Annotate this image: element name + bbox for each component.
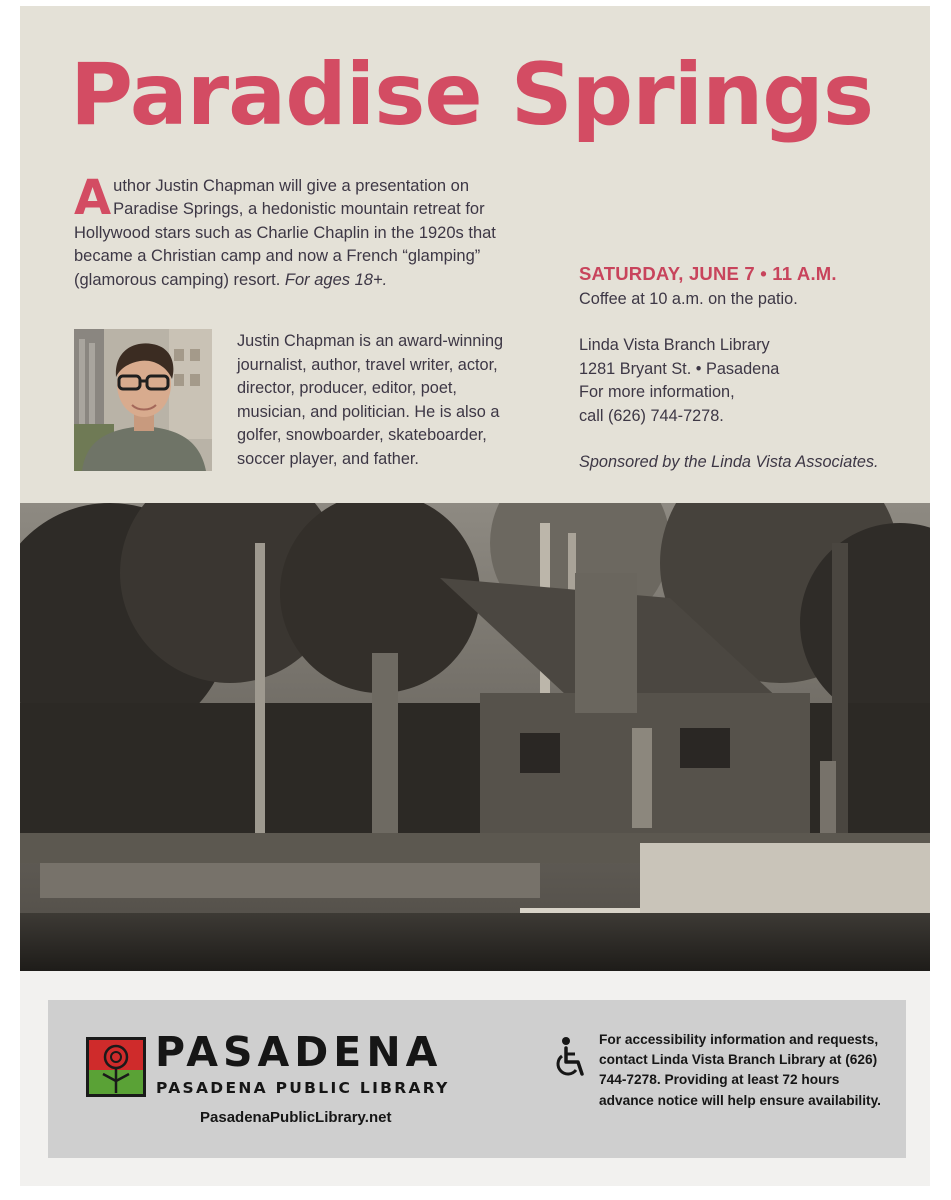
historic-cabin-photo	[20, 503, 930, 971]
age-restriction: For ages 18+.	[284, 270, 388, 289]
page-title: Paradise Springs	[70, 45, 874, 145]
speaker-bio: Justin Chapman is an award-winning journalist, author, travel writer, actor, director, producer, editor, poet, musician, and politician. He is also a golfer, snowboarder, skateboarder, soccer player, and father.	[237, 332, 504, 468]
event-details	[579, 263, 909, 474]
library-subtitle: PASADENA PUBLIC LIBRARY	[156, 1079, 450, 1097]
accessibility-info: For accessibility information and requests, contact Linda Vista Branch Library at (626) 744-7278. Providing at least 72 hours advance notice will help ensure availability.	[599, 1032, 881, 1108]
library-url[interactable]: PasadenaPublicLibrary.net	[200, 1109, 392, 1126]
venue-address: 1281 Bryant St. • Pasadena	[579, 359, 780, 378]
event-datetime: SATURDAY, JUNE 7 • 11 A.M.	[579, 263, 837, 284]
intro-text: uthor Justin Chapman will give a presentation on Paradise Springs, a hedonistic mountain retreat for Hollywood stars such as Charlie Chaplin in the 1920s that became a Christian camp and now a French “glamping” (glamorous camping) resort.	[74, 177, 496, 289]
footer-banner	[48, 1000, 906, 1158]
venue-name: Linda Vista Branch Library	[579, 336, 770, 355]
library-brand: PASADENA	[155, 1028, 443, 1076]
speaker-photo	[74, 329, 212, 471]
drop-cap: A	[74, 170, 112, 226]
more-info: For more information,	[579, 383, 735, 402]
intro-paragraph	[74, 170, 524, 292]
coffee-note: Coffee at 10 a.m. on the patio.	[579, 290, 798, 308]
sponsor-note: Sponsored by the Linda Vista Associates.	[579, 453, 879, 472]
rose-logo-icon	[86, 1037, 146, 1097]
phone-number: call (626) 744-7278.	[579, 406, 724, 425]
wheelchair-icon	[554, 1036, 590, 1080]
